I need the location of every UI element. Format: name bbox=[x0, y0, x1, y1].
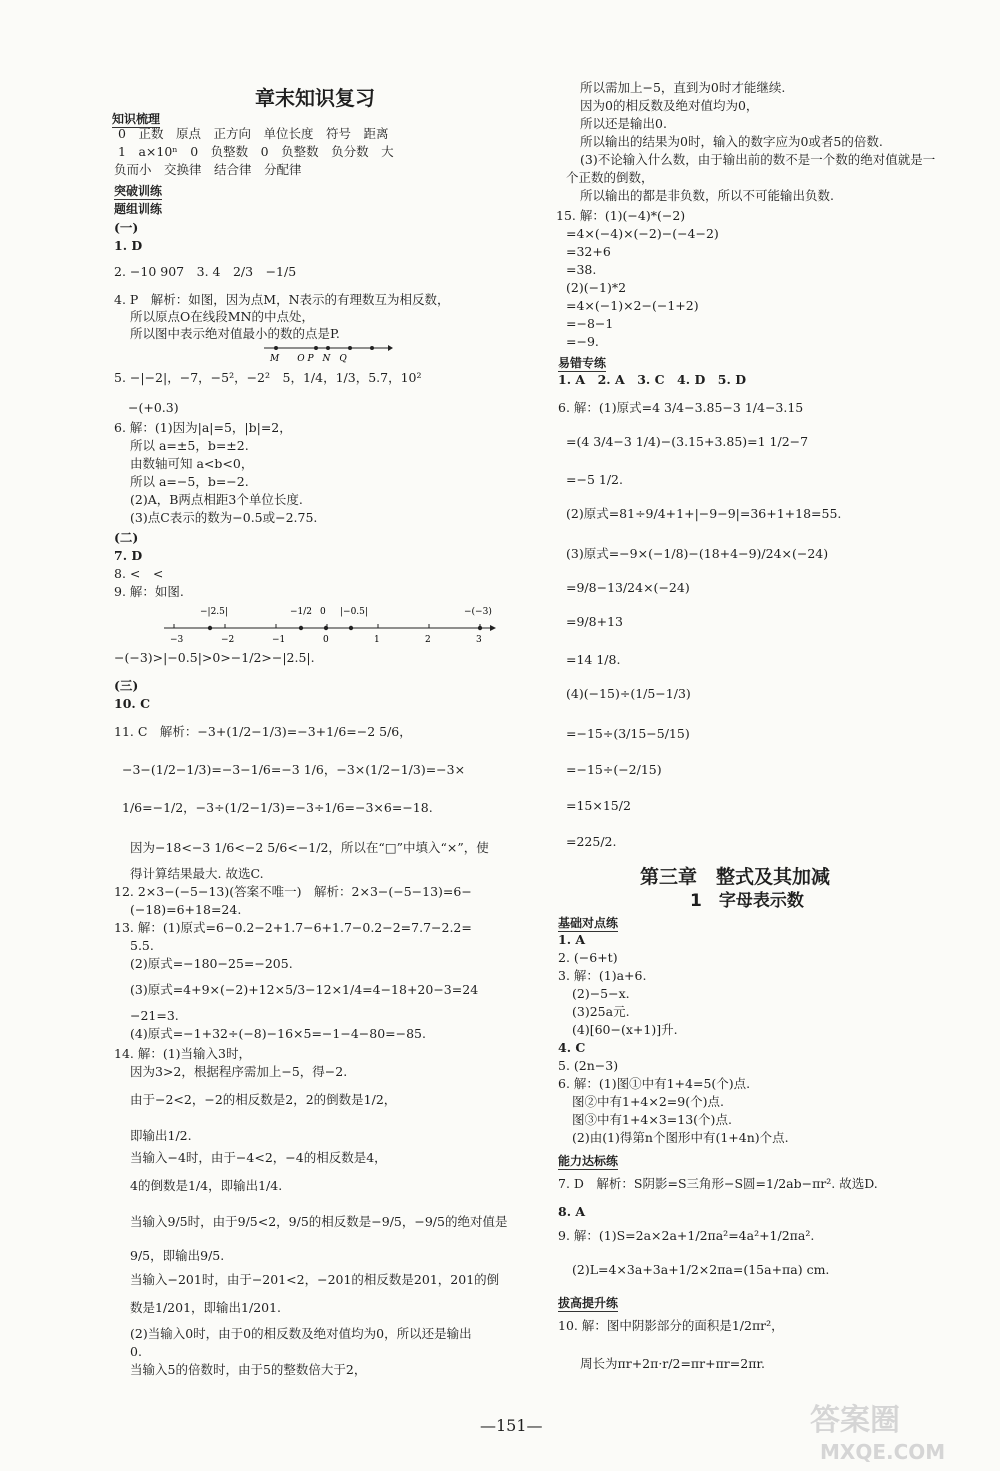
number-line-figure-1 bbox=[262, 340, 394, 364]
fig2-tick: 1 bbox=[374, 635, 380, 645]
text-line: =225/2. bbox=[566, 834, 617, 849]
answer-line: 9. 解：(1)S=2a×2a+1/2πa²=4a²+1/2πa². bbox=[558, 1228, 815, 1243]
text-line: (3)原式=−9×(−1/8)−(18+4−9)/24×(−24) bbox=[566, 546, 829, 561]
text-line: 所以输出的结果为0时，输入的数字应为0或者5的倍数. bbox=[580, 134, 883, 149]
text-line: (2)当输入0时，由于0的相反数及绝对值均为0，所以还是输出 bbox=[130, 1326, 472, 1341]
answer-line: 5. −|−2|，−7，−5²，−2² 5，1/4，1/3，5.7，10² bbox=[114, 370, 422, 385]
section-title: 章末知识复习 bbox=[255, 86, 375, 110]
text-line: 因为0的相反数及绝对值均为0， bbox=[580, 98, 759, 113]
text-line: =−9. bbox=[566, 334, 599, 349]
text-line: (3)点C表示的数为−0.5或−2.75. bbox=[130, 510, 318, 525]
text-line: 4的倒数是1/4，即输出1/4. bbox=[130, 1178, 283, 1193]
fig2-tick: −3 bbox=[170, 635, 184, 645]
answer-line: 6. 解：(1)原式=4 3/4−3.85−3 1/4−3.15 bbox=[558, 400, 804, 415]
answer-line: 8. < < bbox=[114, 566, 164, 581]
text-line: (2)A，B两点相距3个单位长度. bbox=[130, 492, 303, 507]
text-line: 由数轴可知 a<b<0， bbox=[130, 456, 254, 471]
fig2-tick: 0 bbox=[323, 635, 329, 645]
text-line: −(−3)>|−0.5|>0>−1/2>−|2.5|. bbox=[114, 650, 315, 665]
text-line: 9/5，即输出9/5. bbox=[130, 1248, 225, 1263]
text-line: 因为3>2，根据程序需加上−5，得−2. bbox=[130, 1064, 348, 1079]
text-line: −(+0.3) bbox=[128, 400, 179, 415]
text-line: 负而小 交换律 结合律 分配律 bbox=[114, 162, 302, 177]
text-line: 个正数的倒数， bbox=[566, 170, 654, 185]
answer-line: 4. C bbox=[558, 1040, 586, 1055]
fig2-label: |−0.5| bbox=[340, 607, 368, 617]
text-line: 所以图中表示绝对值最小的数的点是P. bbox=[130, 326, 340, 341]
text-line: =4×(−4)×(−2)−(−4−2) bbox=[566, 226, 719, 241]
text-line: 即输出1/2. bbox=[130, 1128, 192, 1143]
number-line-figure-2 bbox=[160, 602, 500, 646]
text-line: 数是1/201，即输出1/201. bbox=[130, 1300, 282, 1315]
answer-line: 14. 解：(1)当输入3时， bbox=[114, 1046, 252, 1061]
answer-line: 2. −10 907 3. 4 2/3 −1/5 bbox=[114, 264, 297, 279]
text-line: 0. bbox=[130, 1344, 142, 1359]
text-line: (2)−5−x. bbox=[572, 986, 630, 1001]
answer-line: 2. (−6+t) bbox=[558, 950, 618, 965]
answer-line: 8. A bbox=[558, 1204, 586, 1219]
text-line: 所以原点O在线段MN的中点处， bbox=[130, 309, 314, 324]
heading-basic: 基础对点练 bbox=[558, 916, 619, 930]
heading-error-prone: 易错专练 bbox=[558, 356, 607, 370]
text-line: (4)(−15)÷(1/5−1/3) bbox=[566, 686, 691, 701]
heading-breakthrough: 突破训练 bbox=[114, 184, 163, 198]
text-line: =38. bbox=[566, 262, 597, 277]
text-line: (3)不论输入什么数，由于输出前的数不是一个数的绝对值就是一 bbox=[580, 152, 936, 167]
text-line: =9/8+13 bbox=[566, 614, 623, 629]
text-line: 0 正数 原点 正方向 单位长度 符号 距离 bbox=[118, 126, 389, 141]
text-line: 得计算结果最大. 故选C. bbox=[130, 866, 264, 881]
text-line: =−15÷(3/15−5/15) bbox=[566, 726, 690, 741]
text-line: (2)原式=81÷9/4+1+|−9−9|=36+1+18=55. bbox=[566, 506, 842, 521]
text-line: =14 1/8. bbox=[566, 652, 621, 667]
answer-line: 10. 解：图中阴影部分的面积是1/2πr²， bbox=[558, 1318, 784, 1333]
text-line: 当输入5的倍数时，由于5的整数倍大于2， bbox=[130, 1362, 367, 1377]
fig2-tick: 2 bbox=[425, 635, 431, 645]
text-line: =−8−1 bbox=[566, 316, 614, 331]
text-line: 1 a×10ⁿ 0 负整数 0 负整数 负分数 大 bbox=[118, 144, 394, 159]
fig1-label: M O P N Q bbox=[270, 354, 347, 364]
answer-line: 1. D bbox=[114, 238, 143, 253]
text-line: (2)L=4×3a+3a+1/2×2πa=(15a+πa) cm. bbox=[572, 1262, 830, 1277]
text-line: =−15÷(−2/15) bbox=[566, 762, 662, 777]
text-line: (4)原式=−1+32÷(−8)−16×5=−1−4−80=−85. bbox=[130, 1026, 426, 1041]
answer-line: 7. D 解析：S阴影=S三角形−S圆=1/2ab−πr². 故选D. bbox=[558, 1176, 878, 1191]
fig2-tick: 3 bbox=[476, 635, 482, 645]
answer-line: 7. D bbox=[114, 548, 143, 563]
group-label: (二) bbox=[114, 530, 139, 545]
heading-advanced: 拔高提升练 bbox=[558, 1296, 619, 1310]
answer-line: 10. C bbox=[114, 696, 151, 711]
watermark-url: MXQE.COM bbox=[820, 1440, 946, 1464]
group-label: (三) bbox=[114, 678, 139, 693]
answer-line: 1. A 2. A 3. C 4. D 5. D bbox=[558, 372, 747, 387]
text-line: (3)原式=4+9×(−2)+12×5/3−12×1/4=4−18+20−3=24 bbox=[130, 982, 479, 997]
group-label: (一) bbox=[114, 220, 139, 235]
fig2-label: 0 bbox=[320, 607, 326, 617]
lesson-title: 1 字母表示数 bbox=[690, 891, 804, 911]
page-number: —151— bbox=[480, 1416, 543, 1435]
chapter-title: 第三章 整式及其加减 bbox=[640, 866, 831, 888]
answer-line: 6. 解：(1)图①中有1+4=5(个)点. bbox=[558, 1076, 751, 1091]
fig2-label: −1/2 bbox=[290, 607, 313, 617]
answer-line: 5. (2n−3) bbox=[558, 1058, 619, 1073]
text-line: −21=3. bbox=[130, 1008, 179, 1023]
heading-knowledge: 知识梳理 bbox=[112, 112, 161, 126]
text-line: =15×15/2 bbox=[566, 798, 631, 813]
text-line: 图②中有1+4×2=9(个)点. bbox=[572, 1094, 724, 1109]
text-line: =−5 1/2. bbox=[566, 472, 623, 487]
text-line: −3−(1/2−1/3)=−3−1/6=−3 1/6，−3×(1/2−1/3)=−3× bbox=[122, 762, 466, 777]
answer-line: 3. 解：(1)a+6. bbox=[558, 968, 647, 983]
text-line: 图③中有1+4×3=13(个)点. bbox=[572, 1112, 732, 1127]
answer-line: 6. 解：(1)因为|a|=5，|b|=2， bbox=[114, 420, 292, 435]
answer-line: 1. A bbox=[558, 932, 586, 947]
text-line: =9/8−13/24×(−24) bbox=[566, 580, 690, 595]
answer-line: 12. 2×3−(−5−13)(答案不唯一) 解析：2×3−(−5−13)=6− bbox=[114, 884, 472, 899]
text-line: =(4 3/4−3 1/4)−(3.15+3.85)=1 1/2−7 bbox=[566, 434, 809, 449]
text-line: =4×(−1)×2−(−1+2) bbox=[566, 298, 699, 313]
text-line: 当输入9/5时，由于9/5<2，9/5的相反数是−9/5，−9/5的绝对值是 bbox=[130, 1214, 508, 1229]
text-line: (−18)=6+18=24. bbox=[130, 902, 242, 917]
fig2-label: −(−3) bbox=[464, 607, 492, 617]
answer-line: 13. 解：(1)原式=6−0.2−2+1.7−6+1.7−0.2−2=7.7−2.2= bbox=[114, 920, 472, 935]
heading-ability: 能力达标练 bbox=[558, 1154, 619, 1168]
text-line: (3)25a元. bbox=[572, 1004, 630, 1019]
text-line: 1/6=−1/2，−3÷(1/2−1/3)=−3÷1/6=−3×6=−18. bbox=[122, 800, 433, 815]
text-line: 因为−18<−3 1/6<−2 5/6<−1/2，所以在“□”中填入“×”，使 bbox=[130, 840, 489, 855]
fig2-label: −|2.5| bbox=[200, 607, 228, 617]
text-line: (2)原式=−180−25=−205. bbox=[130, 956, 293, 971]
watermark-logo: 答案圈 bbox=[810, 1403, 900, 1438]
text-line: 所以需加上−5，直到为0时才能继续. bbox=[580, 80, 786, 95]
text-line: 由于−2<2，−2的相反数是2，2的倒数是1/2， bbox=[130, 1092, 397, 1107]
text-line: 5.5. bbox=[130, 938, 154, 953]
text-line: (2)由(1)得第n个图形中有(1+4n)个点. bbox=[572, 1130, 789, 1145]
text-line: 所以 a=−5，b=−2. bbox=[130, 474, 249, 489]
text-line: =32+6 bbox=[566, 244, 611, 259]
text-line: 所以还是输出0. bbox=[580, 116, 667, 131]
heading-group: 题组训练 bbox=[114, 202, 163, 216]
text-line: 所以 a=±5，b=±2. bbox=[130, 438, 249, 453]
answer-line: 9. 解：如图. bbox=[114, 584, 184, 599]
text-line: 当输入−4时，由于−4<2，−4的相反数是4， bbox=[130, 1150, 387, 1165]
fig2-tick: −2 bbox=[221, 635, 235, 645]
answer-line: 11. C 解析：−3+(1/2−1/3)=−3+1/6=−2 5/6， bbox=[114, 724, 412, 739]
text-line: (2)(−1)*2 bbox=[566, 280, 627, 295]
text-line: 周长为πr+2π·r/2=πr+πr=2πr. bbox=[580, 1356, 765, 1371]
fig2-tick: −1 bbox=[272, 635, 286, 645]
answer-line: 4. P 解析：如图，因为点M，N表示的有理数互为相反数， bbox=[114, 292, 450, 307]
text-line: (4)[60−(x+1)]升. bbox=[572, 1022, 678, 1037]
answer-line: 15. 解：(1)(−4)*(−2) bbox=[556, 208, 686, 223]
text-line: 当输入−201时，由于−201<2，−201的相反数是201，201的倒 bbox=[130, 1272, 500, 1287]
text-line: 所以输出的都是非负数，所以不可能输出负数. bbox=[580, 188, 834, 203]
